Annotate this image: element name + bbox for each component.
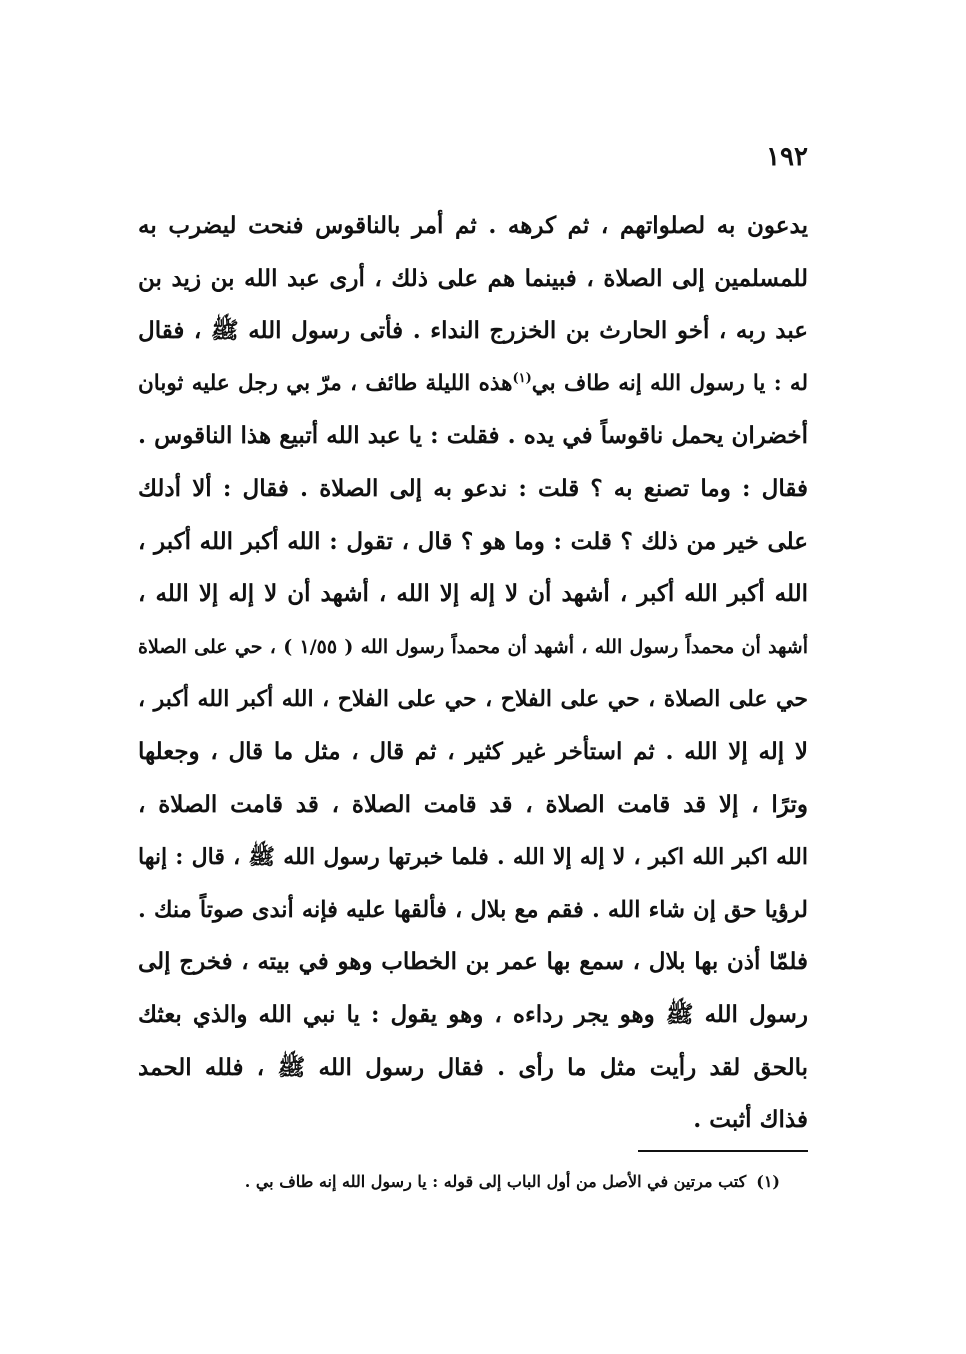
text-line-4-end: هذه الليلة طائف ، مرّ بي رجل عليه ثوبان [138, 370, 513, 396]
text-line-11: لا إله إلا الله . ثم استأخر غير كثير ، ثم قال ، مثل ما قال ، وجعلها [138, 737, 808, 765]
text-line-9: أشهد أن محمداً رسول الله ، أشهد أن محمداً رسول الله ( ١/٥٥ ) ، حي على الصلاة [138, 635, 809, 658]
text-line-8: الله أكبر الله أكبر ، أشهد أن لا إله إلا الله ، أشهد أن لا إله إلا الله ، [138, 580, 808, 608]
text-line-12: وترًا ، إلا قد قامت الصلاة ، قد قامت الصلاة ، قد قامت الصلاة ، [138, 790, 808, 818]
text-line-10: حي على الصلاة ، حي على الفلاح ، حي على الفلاح ، الله أكبر الله أكبر ، [138, 686, 808, 713]
footnote-marker: (١) [512, 370, 532, 386]
text-line-5: أخضران يحمل ناقوساً في يده . فقلت : يا عبد الله أتبيع هذا الناقوس . [138, 422, 808, 450]
page-number: ١٩٢ [766, 142, 808, 172]
text-line-1: يدعون به لصلواتهم ، ثم كرهه . ثم أمر بالناقوس فنحت ليضرب به [138, 212, 808, 239]
text-line-4 [138, 358, 808, 411]
text-line-15: فلمّا أذن بها بلال ، سمع بها عمر بن الخطاب وهو في بيته ، فخرج إلى [138, 948, 808, 976]
text-line-18: فذاك أثبت . [693, 1106, 808, 1134]
footnote-divider [638, 1150, 808, 1152]
footnote-number: (١) [756, 1172, 780, 1191]
body-text [138, 200, 808, 1147]
footnote [245, 1172, 780, 1191]
text-line-2: للمسلمين إلى الصلاة ، فبينما هم على ذلك ، أرى عبد الله بن زيد بن [138, 264, 808, 292]
footnote-text: كتب مرتين في الأصل من أول الباب إلى قوله : يا رسول الله إنه طاف بي . [244, 1172, 747, 1191]
text-line-3: عبد ربه ، أخو الحارث بن الخزرج النداء . فأتى رسول الله ﷺ ، فقال [138, 317, 808, 345]
text-line-4-start: له : يا رسول الله إنه طاف بي [531, 370, 809, 396]
text-line-13: الله اكبر الله اكبر ، لا إله إلا الله . فلما خبرتها رسول الله ﷺ ، قال : إنها [138, 844, 808, 871]
text-line-17: بالحق لقد رأيت مثل ما رأى . فقال رسول الله ﷺ ، فلله الحمد [138, 1053, 808, 1081]
text-line-16: رسول الله ﷺ وهو يجر رداءه ، وهو يقول : يا نبي الله والذي بعثك [138, 1000, 808, 1028]
text-line-14: لرؤيا حق إن شاء الله . فقم مع بلال ، فألقها عليه فإنه أندى صوتاً منك . [138, 896, 808, 923]
text-line-6: فقال : وما تصنع به ؟ قلت : ندعو به إلى الصلاة . فقال : ألا أدلك [138, 474, 808, 502]
text-line-7: على خير من ذلك ؟ قلت : وما هو ؟ قال ، تقول : الله أكبر الله أكبر ، [138, 527, 808, 555]
